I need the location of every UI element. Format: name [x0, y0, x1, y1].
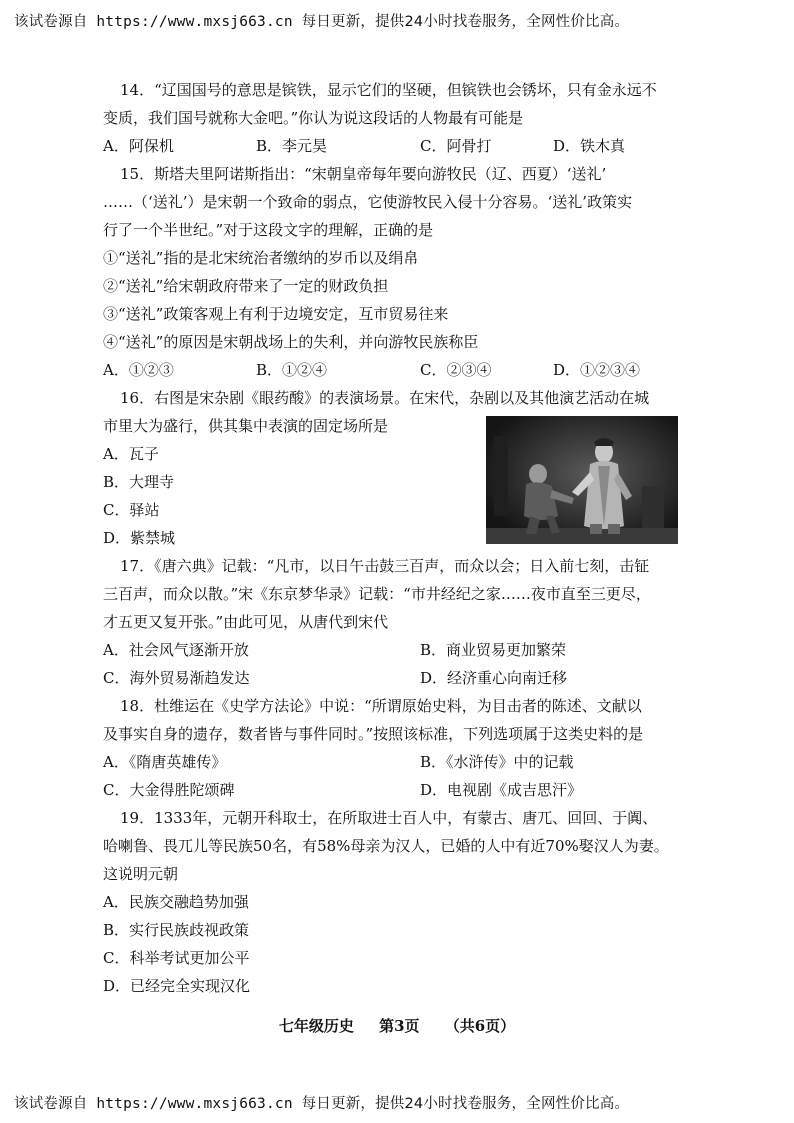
q15-statement-4: ④“送礼”的原因是宋朝战场上的失利，并向游牧民族称臣: [103, 333, 479, 351]
source-banner-top: [14, 10, 629, 31]
opera-performance-photo: [486, 416, 678, 544]
q19-option-c: C．科举考试更加公平: [103, 949, 250, 967]
q17-stem-line1: 17．《唐六典》记载：“凡市，以日午击鼓三百声，而众以会；日入前七刻，击钲: [120, 557, 650, 575]
q14-stem-line1: 14．“辽国国号的意思是镔铁，显示它们的坚硬，但镔铁也会锈坏，只有金永远不: [120, 81, 657, 99]
q14-option-d: D．铁木真: [553, 137, 626, 155]
q15-stem-line3: 行了一个半世纪。”对于这段文字的理解，正确的是: [103, 221, 434, 239]
q14-option-c: C．阿骨打: [420, 137, 492, 155]
footer-subject: 七年级历史: [278, 1017, 354, 1035]
q17-option-b: B．商业贸易更加繁荣: [420, 641, 567, 659]
source-banner-bottom: [14, 1092, 629, 1113]
q19-option-d: D．已经完全实现汉化: [103, 977, 251, 995]
banner-url[interactable]: https://www.mxsj663.cn: [96, 14, 293, 30]
q15-option-c: C．②③④: [420, 361, 492, 379]
q18-stem-line2: 及事实自身的遗存，数者皆与事件同时。”按照该标准，下列选项属于这类史料的是: [103, 725, 644, 743]
q15-statement-2: ②“送礼”给宋朝政府带来了一定的财政负担: [103, 277, 389, 295]
q16-stem-line2: 市里大为盛行，供其集中表演的固定场所是: [103, 417, 389, 435]
q15-option-b: B．①②④: [256, 361, 328, 379]
q18-option-c: C．大金得胜陀颂碑: [103, 781, 235, 799]
q15-statement-3: ③“送礼”政策客观上有利于边境安定，互市贸易往来: [103, 305, 449, 323]
banner-prefix-bottom: 该试卷源自: [14, 1096, 88, 1112]
q15-statement-1: ①“送礼”指的是北宋统治者缴纳的岁币以及绢帛: [103, 249, 419, 267]
opera-performance-illustration: [486, 416, 678, 544]
q14-option-b: B．李元昊: [256, 137, 328, 155]
banner-suffix-bottom: 每日更新，提供24小时找卷服务，全网性价比高。: [301, 1096, 630, 1112]
q18-option-a: A．《隋唐英雄传》: [103, 753, 227, 771]
q14-option-a: A．阿保机: [103, 137, 174, 155]
q19-stem-line2: 哈喇鲁、畏兀儿等民族50名，有58%母亲为汉人，已婚的人中有近70%娶汉人为妻。: [103, 837, 669, 855]
q17-option-a: A．社会风气逐渐开放: [103, 641, 249, 659]
q15-stem-line2: ……（‘送礼’）是宋朝一个致命的弱点，它使游牧民入侵十分容易。‘送礼’政策实: [103, 193, 633, 211]
q17-option-d: D．经济重心向南迁移: [420, 669, 568, 687]
q18-option-d: D．电视剧《成吉思汗》: [420, 781, 583, 799]
q17-stem-line2: 三百声，而众以散。”宋《东京梦华录》记载：“市井经纪之家……夜市直至三更尽，: [103, 585, 651, 603]
q19-option-a: A．民族交融趋势加强: [103, 893, 249, 911]
footer-total-pages: （共6页）: [444, 1017, 516, 1035]
q15-option-a: A．①②③: [103, 361, 174, 379]
q17-stem-line3: 才五更又复开张。”由此可见，从唐代到宋代: [103, 613, 389, 631]
banner-suffix: 每日更新，提供24小时找卷服务，全网性价比高。: [301, 14, 630, 30]
q19-stem-line1: 19．1333年，元朝开科取士，在所取进士百人中，有蒙古、唐兀、回回、于阗、: [120, 809, 658, 827]
q16-option-c: C．驿站: [103, 501, 160, 519]
q14-stem-line2: 变质，我们国号就称大金吧。”你认为说这段话的人物最有可能是: [103, 109, 524, 127]
q15-stem-line1: 15．斯塔夫里阿诺斯指出：“宋朝皇帝每年要向游牧民（辽、西夏）‘送礼’: [120, 165, 607, 183]
q17-option-c: C．海外贸易渐趋发达: [103, 669, 250, 687]
q18-option-b: B．《水浒传》中的记载: [420, 753, 574, 771]
banner-url-bottom[interactable]: https://www.mxsj663.cn: [96, 1096, 293, 1112]
page-footer: [0, 1015, 794, 1036]
q19-option-b: B．实行民族歧视政策: [103, 921, 250, 939]
banner-prefix: 该试卷源自: [14, 14, 88, 30]
q16-option-a: A．瓦子: [103, 445, 159, 463]
q16-option-d: D．紫禁城: [103, 529, 176, 547]
q18-stem-line1: 18．杜维运在《史学方法论》中说：“所谓原始史料，为目击者的陈述、文献以: [120, 697, 642, 715]
q16-stem-line1: 16．右图是宋杂剧《眼药酸》的表演场景。在宋代，杂剧以及其他演艺活动在城: [120, 389, 650, 407]
footer-page-number: 第3页: [379, 1017, 420, 1035]
q16-option-b: B．大理寺: [103, 473, 175, 491]
q19-stem-line3: 这说明元朝: [103, 865, 179, 883]
q15-option-d: D．①②③④: [553, 361, 641, 379]
